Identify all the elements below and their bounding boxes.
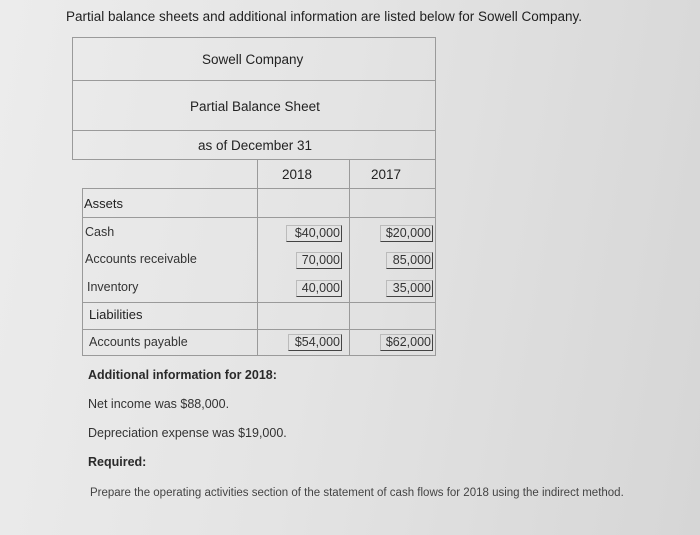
sheet-date: as of December 31 xyxy=(198,138,313,153)
ap-2017-value: $62,000 xyxy=(385,335,431,349)
row-divider xyxy=(82,217,436,218)
ar-2018-value: 70,000 xyxy=(301,253,340,267)
row-label-accounts-payable: Accounts payable xyxy=(89,335,188,349)
column-2018 xyxy=(257,188,350,356)
row-divider xyxy=(82,329,436,330)
cash-2017-value: $20,000 xyxy=(385,226,431,240)
row-divider xyxy=(82,302,436,303)
net-income-text: Net income was $88,000. xyxy=(88,397,230,411)
liabilities-label: Liabilities xyxy=(89,307,143,322)
depreciation-text: Depreciation expense was $19,000. xyxy=(88,426,287,440)
inventory-2018-value: 40,000 xyxy=(301,281,340,295)
company-name: Sowell Company xyxy=(202,52,304,67)
ap-2018-value: $54,000 xyxy=(294,335,340,349)
sheet-title: Partial Balance Sheet xyxy=(190,99,320,114)
required-instructions: Prepare the operating activities section of the statement of cash flows for 2018 using the indirect method. xyxy=(90,487,624,499)
row-label-accounts-receivable: Accounts receivable xyxy=(85,252,197,266)
row-label-inventory: Inventory xyxy=(87,280,139,294)
additional-info-heading: Additional information for 2018: xyxy=(88,368,277,382)
required-label: Required: xyxy=(88,455,147,469)
inventory-2017-value: 35,000 xyxy=(392,281,431,295)
row-label-cash: Cash xyxy=(85,225,115,239)
assets-label: Assets xyxy=(84,196,124,211)
ar-2017-value: 85,000 xyxy=(392,253,431,267)
year-2018-label: 2018 xyxy=(282,167,313,182)
intro-text: Partial balance sheets and additional information are listed below for Sowell Company. xyxy=(66,9,583,24)
year-2017-label: 2017 xyxy=(371,167,402,182)
cash-2018-value: $40,000 xyxy=(294,226,340,240)
